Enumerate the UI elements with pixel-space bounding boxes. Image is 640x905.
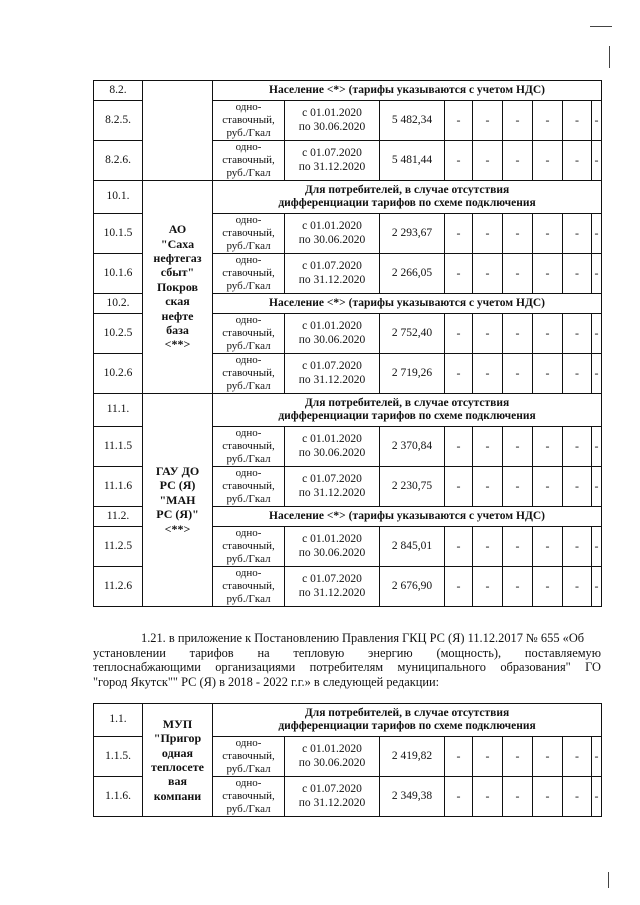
section-row	[94, 81, 602, 101]
word: муниципального	[397, 660, 486, 674]
amendment-paragraph	[93, 631, 601, 689]
section-title: Население <*> (тарифы указываются с учетом НДС)	[213, 294, 602, 314]
section-title	[213, 181, 602, 214]
tariff-period	[285, 314, 380, 354]
cell-line: руб./Гкал	[226, 339, 271, 352]
empty-value: -	[445, 427, 473, 467]
empty-value: -	[563, 527, 592, 567]
cell-line: с 01.07.2020	[302, 573, 362, 586]
tariff-value: 2 349,38	[380, 777, 445, 817]
row-number: 1.1.	[94, 704, 143, 737]
word: теплоснабжающими	[93, 660, 201, 674]
organization-name	[143, 394, 213, 607]
empty-value: -	[473, 467, 503, 507]
section-title: Население <*> (тарифы указываются с учетом НДС)	[213, 507, 602, 527]
word: на	[257, 645, 270, 660]
empty-value: -	[445, 101, 473, 141]
row-number: 11.1.6	[94, 467, 143, 507]
empty-value: -	[533, 314, 563, 354]
cell-line: руб./Гкал	[226, 239, 271, 252]
tariff-period	[285, 214, 380, 254]
empty-value: -	[592, 567, 602, 607]
row-number: 10.1.5	[94, 214, 143, 254]
tariff-period	[285, 527, 380, 567]
word: тарифов	[189, 645, 234, 660]
empty-value: -	[503, 737, 533, 777]
tariff-period	[285, 467, 380, 507]
tariff-type	[213, 467, 285, 507]
empty-value: -	[503, 354, 533, 394]
empty-value: -	[592, 254, 602, 294]
tariff-period	[285, 354, 380, 394]
empty-value: -	[473, 214, 503, 254]
empty-value: -	[592, 737, 602, 777]
tariff-table-1	[93, 80, 602, 607]
paragraph-line	[93, 646, 601, 661]
tariff-value: 2 230,75	[380, 467, 445, 507]
tariff-period	[285, 141, 380, 181]
tariff-type	[213, 101, 285, 141]
empty-value: -	[533, 567, 563, 607]
organization-name-empty	[143, 81, 213, 181]
empty-value: -	[503, 777, 533, 817]
empty-value: -	[445, 527, 473, 567]
cell-line: <**>	[164, 337, 191, 352]
cell-line: по 31.12.2020	[298, 796, 366, 809]
empty-value: -	[473, 527, 503, 567]
empty-value: -	[503, 141, 533, 181]
row-number: 8.2.5.	[94, 101, 143, 141]
cell-line: ская	[165, 294, 190, 309]
cell-line: по 30.06.2020	[298, 446, 366, 459]
cell-line: с 01.07.2020	[302, 360, 362, 373]
section-row	[94, 394, 602, 427]
cell-line: руб./Гкал	[226, 379, 271, 392]
cell-line: дифференциации тарифов по схеме подключения	[278, 720, 536, 732]
cell-line: по 31.12.2020	[298, 160, 366, 173]
row-number: 11.2.6	[94, 567, 143, 607]
cell-line: "Саха	[160, 236, 195, 251]
empty-value: -	[445, 314, 473, 354]
tariff-value: 2 845,01	[380, 527, 445, 567]
tariff-value: 2 719,26	[380, 354, 445, 394]
empty-value: -	[503, 467, 533, 507]
word: потребителям	[309, 660, 384, 674]
cell-line: база	[166, 322, 189, 337]
section-title	[213, 704, 602, 737]
empty-value: -	[563, 567, 592, 607]
cell-line: Для потребителей, в случае отсутствия	[304, 706, 510, 719]
scan-mark	[608, 872, 609, 888]
cell-line: Покров	[156, 279, 199, 294]
cell-line: РС (Я)	[159, 478, 196, 493]
section-title: Население <*> (тарифы указываются с учетом НДС)	[213, 81, 602, 101]
row-number: 11.2.	[94, 507, 143, 527]
cell-line: одно-	[235, 141, 262, 154]
empty-value: -	[533, 101, 563, 141]
cell-line: ставочный,	[222, 114, 275, 127]
cell-line: "Пригор	[153, 731, 202, 746]
cell-line: МУП	[162, 716, 193, 731]
cell-line: с 01.01.2020	[302, 107, 362, 120]
tariff-type	[213, 314, 285, 354]
empty-value: -	[473, 427, 503, 467]
cell-line: с 01.01.2020	[302, 220, 362, 233]
cell-line: с 01.01.2020	[302, 533, 362, 546]
tariff-period	[285, 737, 380, 777]
row-number: 10.2.	[94, 294, 143, 314]
empty-value: -	[533, 141, 563, 181]
cell-line: по 31.12.2020	[298, 486, 366, 499]
word: энергию	[368, 645, 413, 660]
row-number: 11.1.5	[94, 427, 143, 467]
word: ГО	[585, 660, 601, 674]
tariff-value: 2 293,67	[380, 214, 445, 254]
empty-value: -	[473, 314, 503, 354]
tariff-value: 2 419,82	[380, 737, 445, 777]
cell-line: нефтегаз	[153, 251, 202, 266]
tariff-type	[213, 141, 285, 181]
tariff-value: 2 676,90	[380, 567, 445, 607]
empty-value: -	[592, 467, 602, 507]
empty-value: -	[533, 354, 563, 394]
row-number: 1.1.5.	[94, 737, 143, 777]
empty-value: -	[592, 527, 602, 567]
empty-value: -	[563, 737, 592, 777]
cell-line: ставочный,	[222, 154, 275, 167]
cell-line: руб./Гкал	[226, 492, 271, 505]
scan-mark	[609, 46, 610, 68]
cell-line: по 30.06.2020	[298, 546, 366, 559]
empty-value: -	[473, 141, 503, 181]
organization-name	[143, 181, 213, 394]
empty-value: -	[592, 427, 602, 467]
cell-line: руб./Гкал	[226, 802, 271, 815]
empty-value: -	[563, 214, 592, 254]
empty-value: -	[473, 354, 503, 394]
empty-value: -	[533, 214, 563, 254]
empty-value: -	[592, 314, 602, 354]
empty-value: -	[445, 737, 473, 777]
tariff-period	[285, 777, 380, 817]
cell-line: Для потребителей, в случае отсутствия	[304, 183, 510, 196]
cell-line: руб./Гкал	[226, 166, 271, 179]
empty-value: -	[533, 777, 563, 817]
cell-line: "МАН	[159, 492, 196, 507]
tariff-period	[285, 254, 380, 294]
cell-line: по 30.06.2020	[298, 333, 366, 346]
tariff-period	[285, 101, 380, 141]
cell-line: дифференциации тарифов по схеме подключения	[278, 197, 536, 209]
empty-value: -	[563, 101, 592, 141]
empty-value: -	[445, 567, 473, 607]
row-number: 11.1.	[94, 394, 143, 427]
tariff-period	[285, 567, 380, 607]
cell-line: с 01.07.2020	[302, 260, 362, 273]
empty-value: -	[592, 101, 602, 141]
word: организациями	[215, 660, 296, 674]
cell-line: одно-	[235, 214, 262, 227]
tariff-value: 5 482,34	[380, 101, 445, 141]
cell-line: одно-	[235, 354, 262, 367]
empty-value: -	[533, 467, 563, 507]
empty-value: -	[563, 354, 592, 394]
cell-line: нефте	[161, 308, 194, 323]
cell-line: по 31.12.2020	[298, 586, 366, 599]
word: образования"	[500, 660, 571, 674]
empty-value: -	[592, 777, 602, 817]
empty-value: -	[503, 101, 533, 141]
tariff-type	[213, 777, 285, 817]
cell-line: одно-	[235, 567, 262, 580]
cell-line: руб./Гкал	[226, 279, 271, 292]
cell-line: дифференциации тарифов по схеме подключения	[278, 410, 536, 422]
empty-value: -	[445, 777, 473, 817]
empty-value: -	[473, 737, 503, 777]
empty-value: -	[503, 527, 533, 567]
row-number: 10.2.5	[94, 314, 143, 354]
empty-value: -	[592, 354, 602, 394]
empty-value: -	[445, 214, 473, 254]
tariff-value: 5 481,44	[380, 141, 445, 181]
empty-value: -	[563, 314, 592, 354]
cell-line: одно-	[235, 314, 262, 327]
empty-value: -	[445, 254, 473, 294]
section-title	[213, 394, 602, 427]
tariff-value: 2 752,40	[380, 314, 445, 354]
empty-value: -	[503, 427, 533, 467]
row-number: 10.1.	[94, 181, 143, 214]
cell-line: одно-	[235, 427, 262, 440]
empty-value: -	[503, 254, 533, 294]
scan-mark	[590, 26, 612, 27]
empty-value: -	[473, 777, 503, 817]
tariff-period	[285, 427, 380, 467]
word: установлении	[93, 645, 166, 660]
row-number: 8.2.	[94, 81, 143, 101]
word: (мощность),	[436, 645, 502, 660]
empty-value: -	[473, 254, 503, 294]
cell-line: по 31.12.2020	[298, 273, 366, 286]
empty-value: -	[473, 567, 503, 607]
tariff-type	[213, 737, 285, 777]
cell-line: ставочный,	[222, 227, 275, 240]
paragraph-line: "город Якутск"" РС (Я) в 2018 - 2022 г.г.» в следующей редакции:	[93, 674, 440, 689]
row-number: 8.2.6.	[94, 141, 143, 181]
tariff-table-2	[93, 703, 602, 817]
cell-line: руб./Гкал	[226, 452, 271, 465]
empty-value: -	[592, 141, 602, 181]
cell-line: по 30.06.2020	[298, 756, 366, 769]
empty-value: -	[533, 737, 563, 777]
cell-line: одная	[161, 745, 194, 760]
organization-name	[143, 704, 213, 817]
empty-value: -	[445, 467, 473, 507]
cell-line: с 01.07.2020	[302, 473, 362, 486]
cell-line: теплосете	[151, 760, 204, 774]
cell-line: одно-	[235, 254, 262, 267]
cell-line: ставочный,	[222, 480, 275, 493]
section-row	[94, 704, 602, 737]
cell-line: с 01.01.2020	[302, 320, 362, 333]
cell-line: АО	[168, 222, 187, 237]
row-number: 10.2.6	[94, 354, 143, 394]
cell-line: ставочный,	[222, 580, 275, 593]
empty-value: -	[503, 214, 533, 254]
cell-line: руб./Гкал	[226, 592, 271, 605]
tariff-type	[213, 354, 285, 394]
cell-line: руб./Гкал	[226, 762, 271, 775]
cell-line: одно-	[235, 467, 262, 480]
cell-line: одно-	[235, 101, 262, 114]
cell-line: сбыт"	[160, 265, 195, 280]
empty-value: -	[533, 254, 563, 294]
cell-line: ставочный,	[222, 367, 275, 380]
cell-line: ставочный,	[222, 440, 275, 453]
row-number: 10.1.6	[94, 254, 143, 294]
row-number: 11.2.5	[94, 527, 143, 567]
cell-line: с 01.07.2020	[302, 147, 362, 160]
empty-value: -	[445, 354, 473, 394]
cell-line: одно-	[235, 777, 262, 790]
cell-line: Для потребителей, в случае отсутствия	[304, 396, 510, 409]
tariff-type	[213, 427, 285, 467]
cell-line: ставочный,	[222, 327, 275, 340]
cell-line: по 30.06.2020	[298, 233, 366, 246]
cell-line: вая	[168, 774, 187, 789]
empty-value: -	[533, 427, 563, 467]
word: поставляемую	[524, 645, 601, 660]
word: тепловую	[293, 645, 345, 660]
cell-line: ГАУ ДО	[155, 464, 200, 479]
tariff-type	[213, 527, 285, 567]
tariff-type	[213, 567, 285, 607]
empty-value: -	[563, 254, 592, 294]
cell-line: с 01.07.2020	[302, 783, 362, 796]
empty-value: -	[503, 567, 533, 607]
cell-line: руб./Гкал	[226, 552, 271, 565]
cell-line: с 01.01.2020	[302, 743, 362, 756]
empty-value: -	[503, 314, 533, 354]
empty-value: -	[533, 527, 563, 567]
cell-line: одно-	[235, 737, 262, 750]
cell-line: одно-	[235, 527, 262, 540]
tariff-value: 2 266,05	[380, 254, 445, 294]
cell-line: ставочный,	[222, 267, 275, 280]
section-row	[94, 181, 602, 214]
cell-line: по 30.06.2020	[298, 120, 366, 133]
cell-line: руб./Гкал	[226, 126, 271, 139]
paragraph-line: 1.21. в приложение к Постановлению Правления ГКЦ РС (Я) 11.12.2017 № 655 «Об	[141, 631, 585, 645]
tariff-value: 2 370,84	[380, 427, 445, 467]
empty-value: -	[592, 214, 602, 254]
empty-value: -	[473, 101, 503, 141]
cell-line: ставочный,	[222, 750, 275, 763]
cell-line: <**>	[164, 521, 191, 536]
empty-value: -	[563, 141, 592, 181]
cell-line: компани	[153, 788, 202, 803]
tariff-type	[213, 254, 285, 294]
empty-value: -	[563, 427, 592, 467]
cell-line: с 01.01.2020	[302, 433, 362, 446]
cell-line: ставочный,	[222, 790, 275, 803]
empty-value: -	[445, 141, 473, 181]
cell-line: РС (Я)"	[156, 507, 199, 522]
row-number: 1.1.6.	[94, 777, 143, 817]
cell-line: ставочный,	[222, 540, 275, 553]
paragraph-line	[93, 660, 601, 675]
empty-value: -	[563, 777, 592, 817]
cell-line: по 31.12.2020	[298, 373, 366, 386]
empty-value: -	[563, 467, 592, 507]
tariff-type	[213, 214, 285, 254]
